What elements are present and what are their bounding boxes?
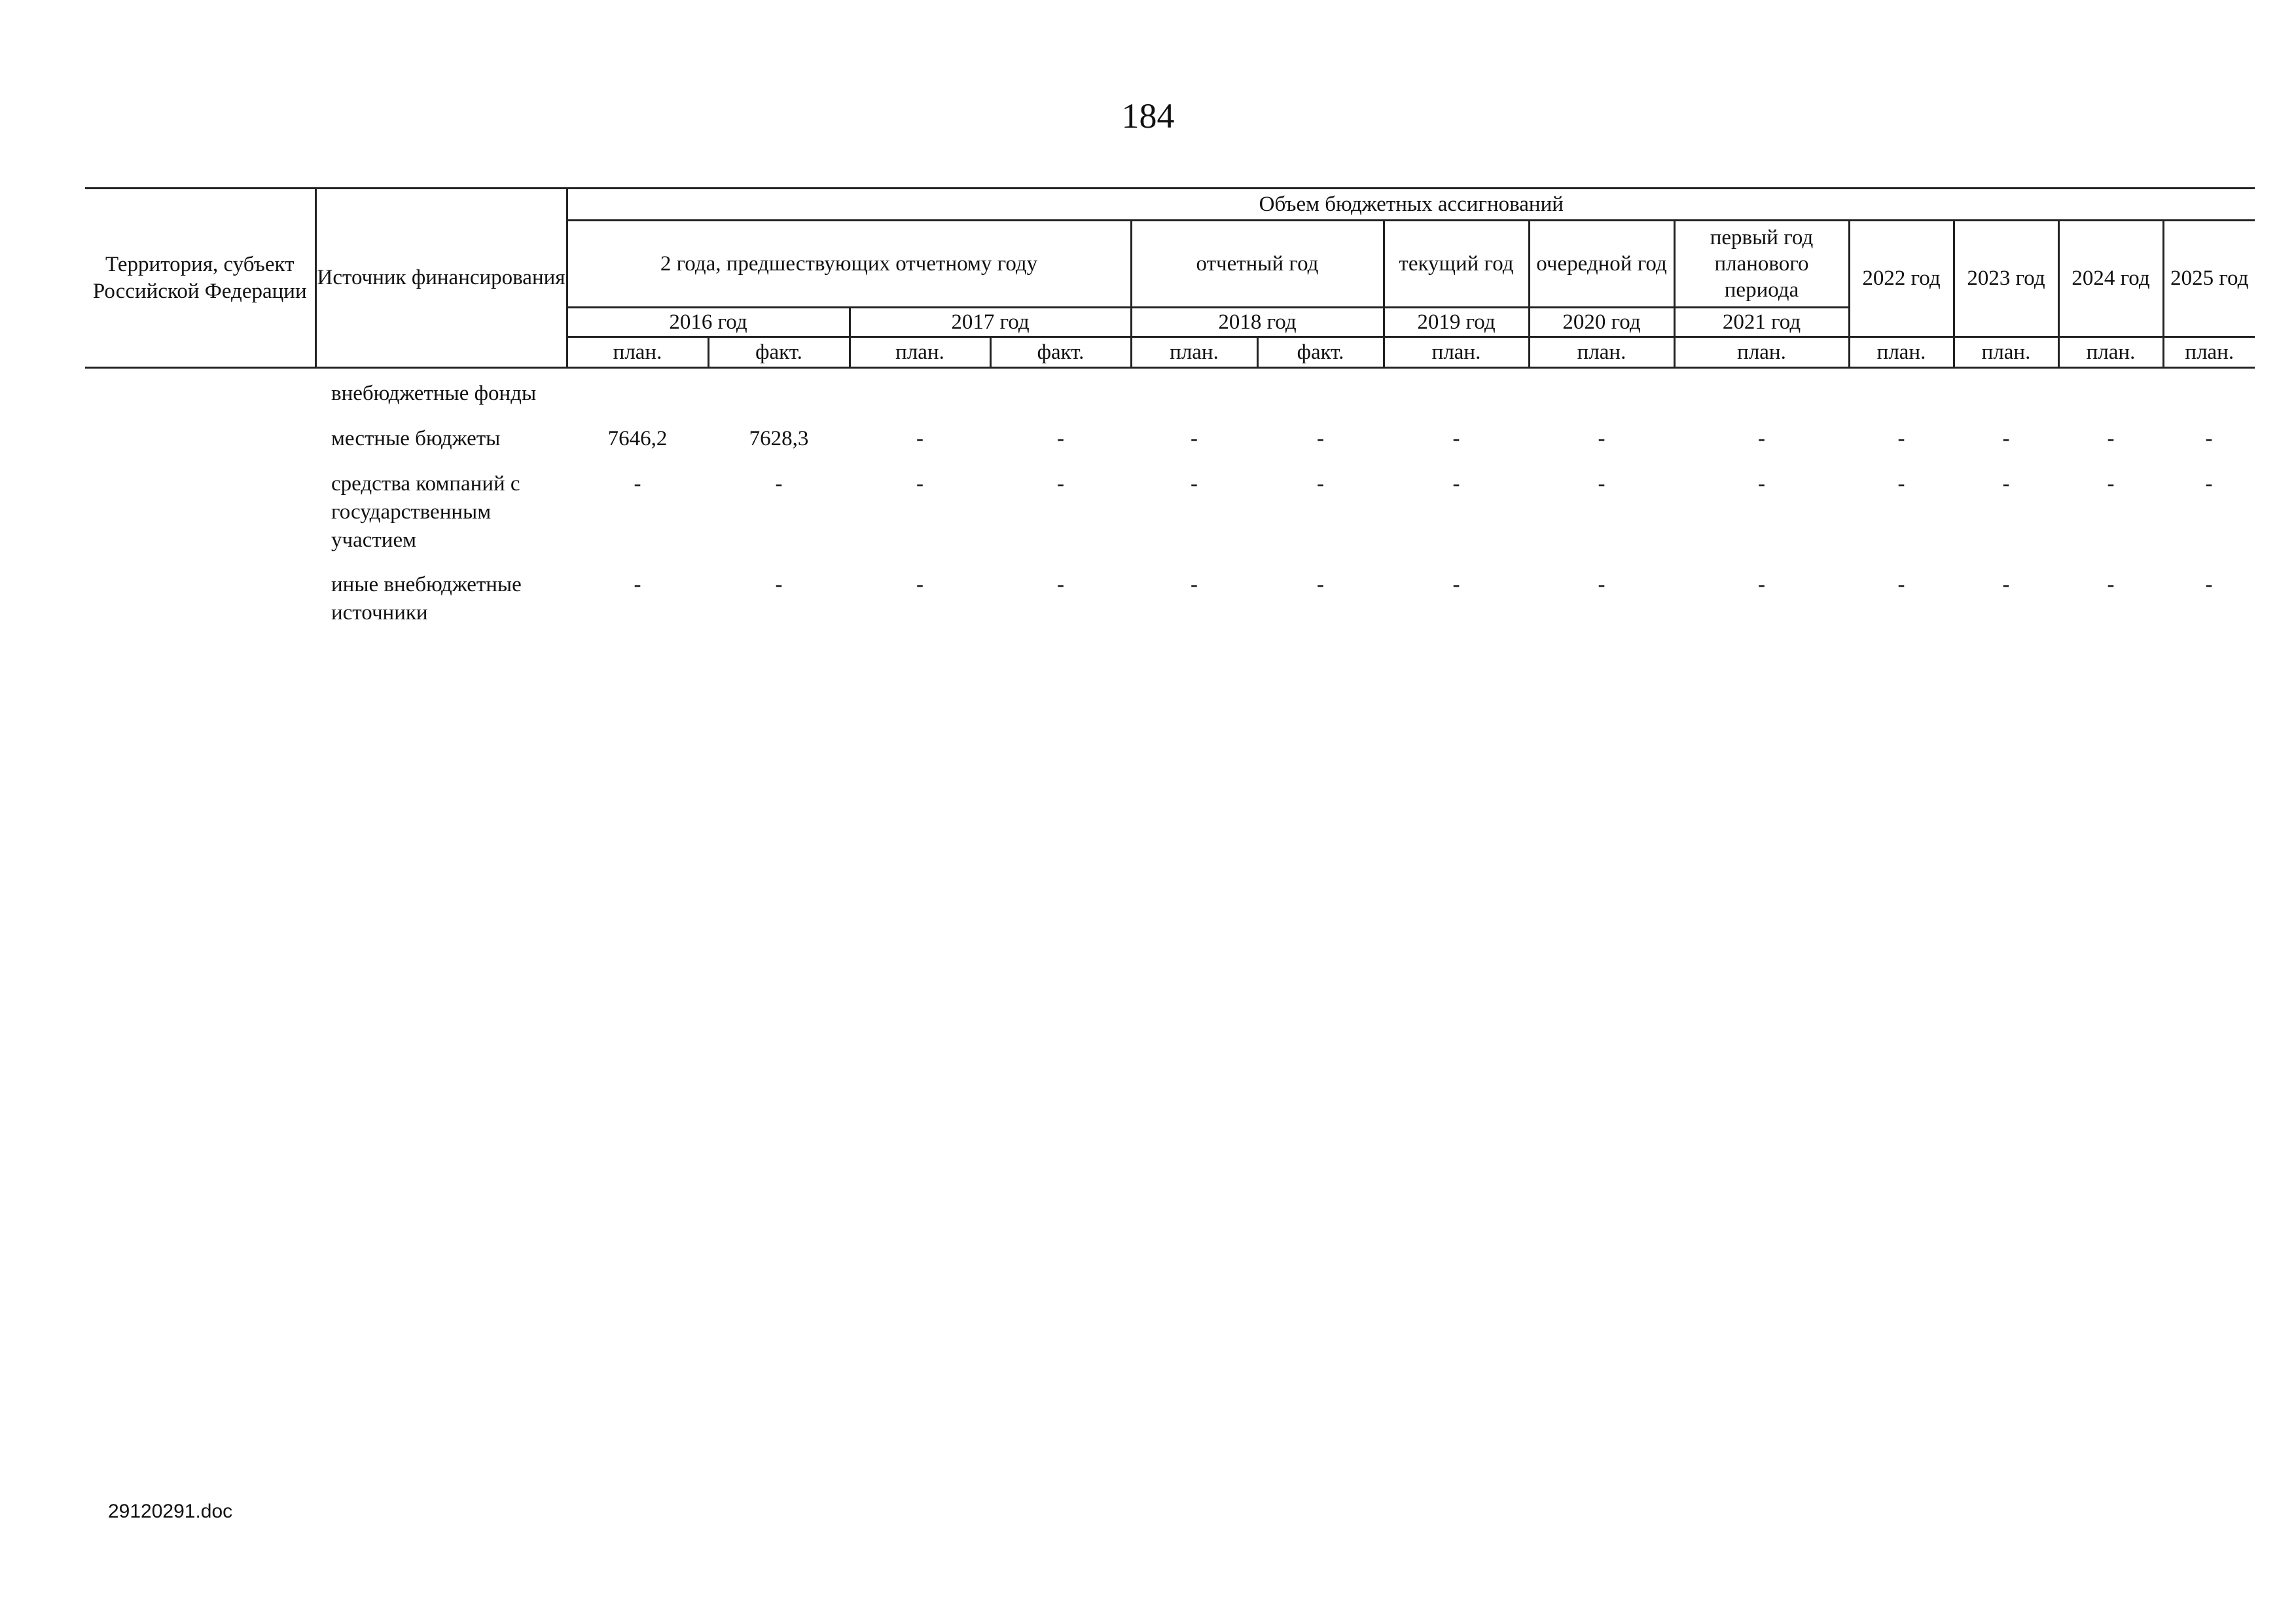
territory-header: Территория, субъект Российской Федерации (85, 189, 315, 368)
value-cell: - (1598, 573, 1605, 597)
plan-2019-header: план. (1384, 337, 1529, 368)
source-cell: внебюджетные фонды (331, 382, 537, 405)
source-header: Источник финансирования (315, 189, 567, 368)
territory-cell (85, 425, 315, 470)
value-cell: - (775, 573, 783, 597)
value-cell (850, 380, 990, 425)
plan-2021-header: план. (1674, 337, 1849, 368)
value-cell (708, 380, 850, 425)
value-cell: - (1057, 573, 1064, 597)
value-cell: 7646,2 (607, 426, 668, 450)
year-2025-header: 2025 год (2163, 221, 2255, 337)
year-2022-header: 2022 год (1849, 221, 1954, 337)
volume-header: Объем бюджетных ассигнований (567, 189, 2255, 221)
territory-cell (85, 571, 315, 644)
value-cell: - (1598, 471, 1605, 496)
value-cell: - (1598, 426, 1605, 450)
value-cell: - (2205, 573, 2213, 597)
value-cell: - (1057, 471, 1064, 496)
value-cell: - (1317, 426, 1324, 450)
current-year-header: текущий год (1384, 221, 1529, 308)
value-cell: - (2107, 471, 2115, 496)
territory-cell (85, 380, 315, 425)
page-number: 184 (1121, 96, 1175, 136)
source-cell: местные бюджеты (331, 426, 501, 450)
plan-2024-header: план. (2058, 337, 2163, 368)
fact-2016-header: факт. (708, 337, 850, 368)
year-2018-header: 2018 год (1131, 308, 1384, 337)
value-cell: - (1191, 426, 1198, 450)
plan-2020-header: план. (1529, 337, 1674, 368)
value-cell: - (2002, 573, 2010, 597)
budget-table-header (85, 187, 2255, 369)
value-cell (1131, 380, 1257, 425)
year-2023-header: 2023 год (1954, 221, 2058, 337)
territory-cell (85, 470, 315, 572)
value-cell: - (2205, 426, 2213, 450)
value-cell (1954, 380, 2058, 425)
year-2017-header: 2017 год (850, 308, 1131, 337)
plan-2017-header: план. (850, 337, 990, 368)
value-cell: - (2205, 471, 2213, 496)
value-cell: - (1897, 471, 1905, 496)
value-cell: - (2002, 426, 2010, 450)
table-row (85, 571, 2255, 644)
year-2019-header: 2019 год (1384, 308, 1529, 337)
value-cell: - (1057, 426, 1064, 450)
value-cell (2058, 380, 2163, 425)
year-2016-header: 2016 год (567, 308, 850, 337)
value-cell: - (1191, 471, 1198, 496)
value-cell (2163, 380, 2255, 425)
value-cell: - (1317, 573, 1324, 597)
value-cell: - (916, 471, 924, 496)
first-planning-year-header: первый год планового периода (1674, 221, 1849, 308)
fact-2018-header: факт. (1257, 337, 1384, 368)
plan-2016-header: план. (567, 337, 708, 368)
table-row (85, 470, 2255, 572)
value-cell: 7628,3 (749, 426, 809, 450)
value-cell: - (1452, 426, 1460, 450)
value-cell: - (1758, 573, 1765, 597)
value-cell: - (1191, 573, 1198, 597)
value-cell: - (2107, 426, 2115, 450)
plan-2022-header: план. (1849, 337, 1954, 368)
value-cell: - (916, 573, 924, 597)
source-cell: иные внебюджетные источники (331, 573, 522, 625)
value-cell (1384, 380, 1529, 425)
next-year-header: очередной год (1529, 221, 1674, 308)
source-cell: средства компаний с государственным участием (331, 471, 520, 552)
value-cell: - (1758, 471, 1765, 496)
value-cell: - (1758, 426, 1765, 450)
year-2021-header: 2021 год (1674, 308, 1849, 337)
prev-years-header: 2 года, предшествующих отчетному году (567, 221, 1131, 308)
value-cell: - (775, 471, 783, 496)
table-row (85, 425, 2255, 470)
value-cell: - (1317, 471, 1324, 496)
year-2020-header: 2020 год (1529, 308, 1674, 337)
value-cell (1257, 380, 1384, 425)
year-2024-header: 2024 год (2058, 221, 2163, 337)
value-cell: - (1452, 573, 1460, 597)
document-id: 29120291.doc (108, 1501, 233, 1522)
value-cell (567, 380, 708, 425)
value-cell: - (634, 573, 641, 597)
value-cell: - (1897, 426, 1905, 450)
value-cell: - (2002, 471, 2010, 496)
plan-2023-header: план. (1954, 337, 2058, 368)
value-cell: - (1452, 471, 1460, 496)
value-cell (1849, 380, 1954, 425)
value-cell: - (2107, 573, 2115, 597)
value-cell (1674, 380, 1849, 425)
value-cell: - (634, 471, 641, 496)
report-year-header: отчетный год (1131, 221, 1384, 308)
plan-2025-header: план. (2163, 337, 2255, 368)
budget-table-body (85, 380, 2255, 644)
fact-2017-header: факт. (990, 337, 1131, 368)
value-cell (990, 380, 1131, 425)
value-cell: - (1897, 573, 1905, 597)
value-cell (1529, 380, 1674, 425)
value-cell: - (916, 426, 924, 450)
plan-2018-header: план. (1131, 337, 1257, 368)
table-row (85, 380, 2255, 425)
